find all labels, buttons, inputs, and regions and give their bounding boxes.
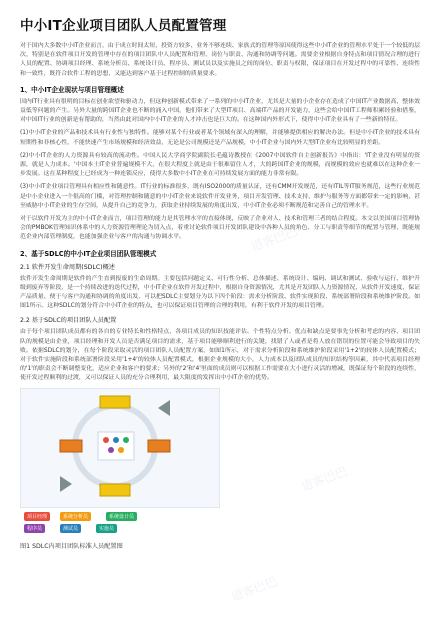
sdlc-team-diagram [20,388,220,538]
section1-paragraph-4: (3)中小IT企业项目管理具有相应性和随意性。IT行业的标准很多，既有ISO2000的质量认证，还有CMM开发规范，还有ITIL等IT服务规范，这些行业规范是中小企业进入一个很高的门槛，对管理控制和随意的中小IT企业来说软件开发业务，项目开发管理、技术支持、维护与服务等方面都带来一定的影响，甚至威胁中小IT企业的生存空间，从提升自己的竞争力，获取企业持续发展的角度出发，中小IT企业必须不断规范和完善自己的管理水平。 [20,184,421,209]
phase-box-top [100,396,130,408]
subsection-heading-2-1: 2.1 软件开发生命周期(SDLC)概述 [20,263,115,271]
role-tag-implementer: 实施员 [96,524,117,533]
member-dot [103,437,109,443]
page-title: 中小IT企业项目团队人员配置管理 [20,18,227,34]
role-tag-programmer: 程序员 [24,524,45,533]
section1-paragraph-5: 对于以软件开发为主的中小IT企业而言，项目管理的能力是其管理水平的直接体现，反映了企业对人、技术和管理三者的结合程度。本文以美国项目管理协会的PMBOK管理知识体系中的人力资源管理理论为切入点，着重讨论软件项目开发团队建设中各种人员的角色、分工与职责等细节的配置与管理，既能规范企业内部管理制度，也能加强企业与客户的沟通与协调水平。 [20,216,421,241]
section1-paragraph-1: 国内IT行业具有很明的目标在创业欲望和驱动力，但这种创新模式带来了一系列的中小IT企业，尤其是大量的小企业存在造成了中国IT产业数据高，整体效益低等问题的产生。另外大量的跨国IT企业也不断的涌入中国，他们带来了大型IT项目、高端IT产品的开发能力，这些会给中国IT工程师积累经验和借鉴，对中国IT行业的创新是有帮助的，当然由此对国内中小IT企业的人才冲击也是巨大的。在这种国内外形式下，使得中小IT企业具有了一些新的特征。 [20,98,420,124]
watermark-text: 道客巴巴 [299,464,350,494]
section2-paragraph-2: 由于每个项目团队成员都有的各自的专业特长和性格特点，各项目成员的知识技能评估、个性特点分析、优点和缺点是要事先分析和考虑的内容，项目团队的规模是由企业，项目经理和开发人员是否满足项目的需求，基于项目能够顺利进行的关键，找错了人或者是将人放在错误的位置可能会导致项目的失败。依据SDLC的划分，在每个阶段采取灵活的项目团队人员配置方案，如图1所示，对于需求分析阶段和系统维护阶段采用'1+2'的较体人员配置模式；对于软件实施阶段和系统部署阶段采用'1+4'的较体人员配置模式，根据企业规模的大小，人力成本以及团队成员的知识结构等因素，其中代表项目经理的'1'的职责会不断调整变化，适应企业和客户的要求；另外的'2'和'4'里面的成员则可以根据工作需要在大小进行灵活的增减，既保证每个阶段的连续性，使开发过程顺利的过渡，又可以保证人员的充分合理利用，最大限度的发挥出中小IT企业的优势。 [20,329,420,382]
team-diagram-svg [20,388,220,508]
subsection-heading-2-2: 2.2 基于SDLC的项目团队人员配置 [20,317,117,325]
phase-box-left [60,440,82,452]
section2-paragraph-1: 软件开发生命周期是软件的产生直到报废的生命周期。主要包括问题定义、可行性分析、总体描述、系统设计、编码、调试和测试、验收与运行、维护升级到废弃等阶段，是一个持续改进的迭代过程，中小IT企业在软件开发过程中，根据自身资源情况，尤其是开发团队人力资源情况，从软件开发速度、保证产品质量、便于与客户沟通和协调的角度出发，可以把SDLC主要划分为以下四个阶段：需求分析阶段、软件实现阶段、系统部署阶段和系统维护阶段。如图1所示。这种SDLC的划分符合中小IT企业的特点，也可以保证项目管理的合理的利用，有利于软件开发的项目管理。 [20,275,421,310]
member-dot [118,447,124,453]
figure-caption: 图1 SDLC内项目团队标准人员配置图 [20,542,123,550]
watermark-text: 道客巴巴 [249,224,300,254]
watermark-text: 道客巴巴 [119,354,170,384]
section-heading-2: 2、基于SDLC的中小IT企业项目团队管理模式 [20,249,157,258]
watermark-text: 道客巴巴 [229,574,280,604]
member-dot [108,447,114,453]
role-tag-system-designer: 系统设计员 [106,512,137,521]
role-tag-tester: 测试员 [60,524,81,533]
section1-paragraph-3: (2)中小IT企业的人力资源具有较高的流动性。中国人民大学商学院副院长毛蕴诗教授在《2007中国软件自主创新报告》中指出：'IT企业没有明显的资源，就是人力成本。'中国本土IT企业普遍规模不大，在很大程度上就是由于很难留住人才，大的跨国IT企业的规模，而规模的效应也就难以在这种企业一步发展。这在某种程度上已经成为一种连锁反应，使得大多数中小IT企业在可持续发展方面的能力非常有限。 [20,152,420,178]
role-tag-project-manager: 项目经理 [24,512,50,521]
role-tag-system-analyst: 系统分析员 [60,512,91,521]
document-body [20,42,420,550]
phase-box-bottom [100,484,130,496]
member-dot [123,437,129,443]
center-team-box [98,432,134,460]
phase-box-right [148,440,170,452]
watermark-text: 道客巴巴 [59,104,110,134]
section1-paragraph-2: (1)中小IT企业的产品和技术具有行业性与独特性。能够对某个行业或者某个领域有深入的理解，并能够提供相应的解决办法。但是中小IT企业的技术具有短期性和非核心性，不能快速产生市场规模和经济效益，无论是公司规模还是产品规模，中小IT企业与国内外大型IT企业有比较明显的差距。 [20,130,420,146]
section-heading-1: 1、中小IT企业现状与项目管理概述 [20,85,124,94]
intro-paragraph: 对于国内大多数中小IT企业而言，由于成立时间太短、投资方较多、业务不够连续、家族式的管理等原因使得这些中小IT企业的管理水平处于一个较低的层次，特别是在软件项目开发的管理中存在的项目团队中人员配置和管理、岗位与职责、沟通和协调等问题。需要企业根据自身特点和项目情况合理的进行人员的配置、协调项目经理、系统分析员、系统设计员、程序员、测试员以及实施员之间的岗位、职责与权限，保证项目在开发过程中的可靠性、连续性和一致性，既符合软件工程的思想，又能达到客户基于过程控制的质量要求。 [20,43,420,77]
member-dot [113,437,119,443]
